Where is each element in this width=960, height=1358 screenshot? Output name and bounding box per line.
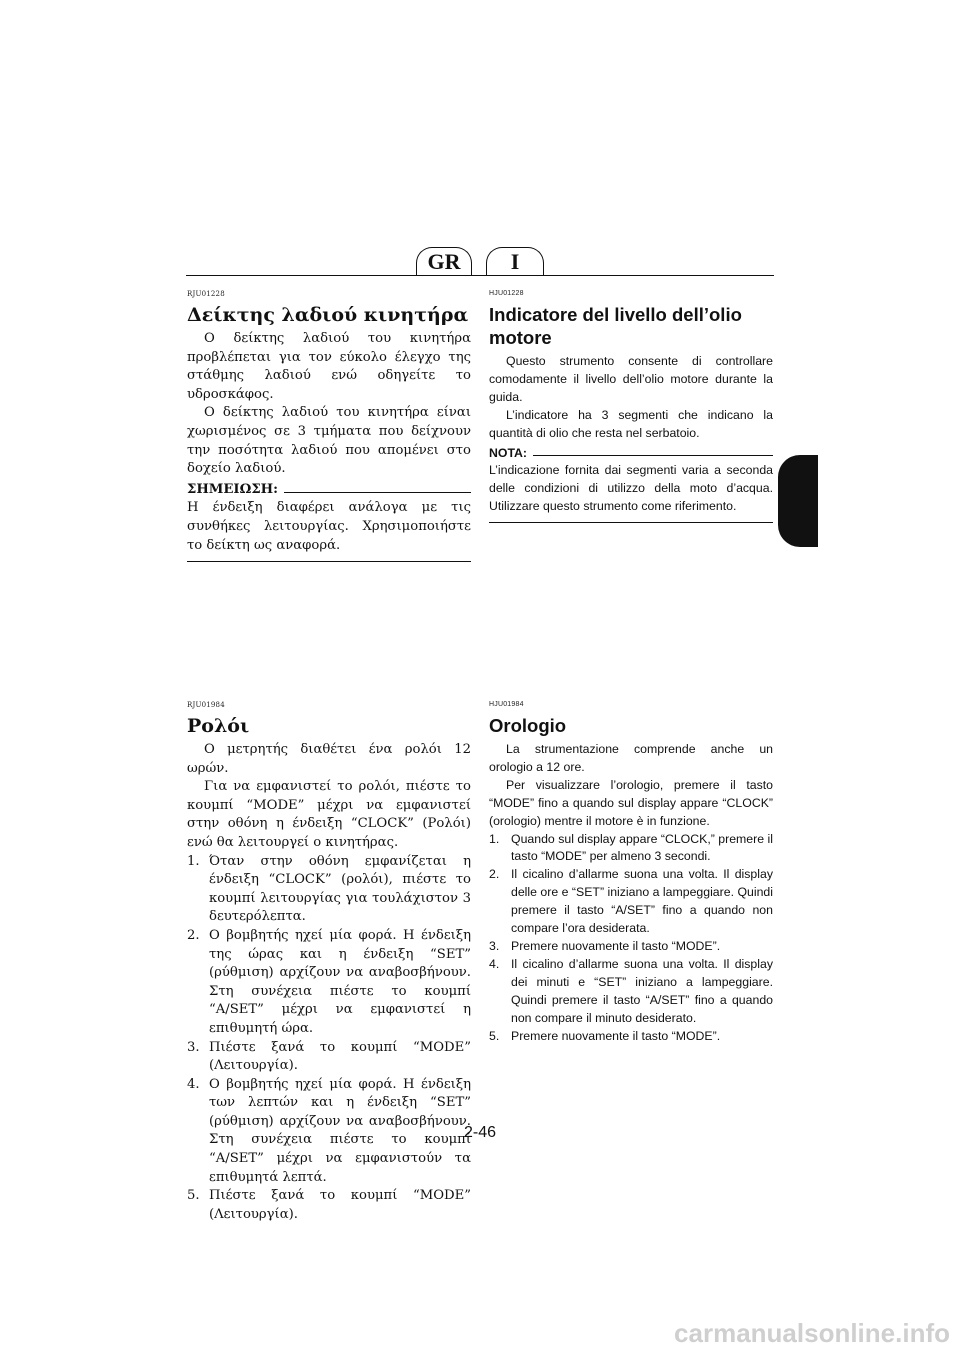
greek-oil-section [187,289,471,562]
section-title: Orologio [489,715,567,736]
italian-oil-section [489,289,773,523]
paragraph: Ο μετρητής διαθέτει ένα ρολόι 12 ωρών. [187,742,471,776]
note-text: Η ένδειξη διαφέρει ανάλογα με τις συνθήκες λειτουργίας. Χρησιμοποιήστε το δείκτη ως αναφορά. [187,500,471,553]
step-list [489,831,773,1046]
step-text: Il cicalino d’allarme suona una volta. Il display dei minuti e “SET” iniziano a lampeggiare. Quindi premere il tasto “A/SET” fino a quando non compare il minuto desiderato. [511,956,773,1025]
paragraph: La strumentazione comprende anche un orologio a 12 ore. [489,742,773,774]
step-number: 1. [187,853,200,869]
step-text: Ο βομβητής ηχεί μία φορά. Η ένδειξη της ώρας και η ένδειξη “SET” (ρύθμιση) αρχίζουν να αναβοσβήνουν. Στη συνέχεια πιέστε το κουμπί “A/SET” μέχρι να εμφανιστεί η επιθυμητή ώρα. [209,927,471,1036]
paragraph: Per visualizzare l’orologio, premere il tasto “MODE” fino a quando sul display appare “CLOCK” (orologio) mentre il motore è in funzione. [489,777,773,828]
language-header [186,244,774,278]
language-tab-italian: I [486,247,544,275]
note-text: L’indicazione fornita dai segmenti varia a seconda delle condizioni di utilizzo della moto d’acqua. Utilizzare questo strumento come riferimento. [489,463,773,514]
step-text: Πιέστε ξανά το κουμπί “MODE” (Λειτουργία). [209,1188,471,1222]
step-number: 4. [187,1076,200,1092]
list-item [489,938,773,956]
list-item [187,853,471,927]
paragraph: Για να εμφανιστεί το ρολόι, πιέστε το κουμπί “MODE” μέχρι να εμφανιστεί στην οθόνη η ένδειξη “CLOCK” (Ρολόι) ενώ θα λειτουργεί ο κινητήρας. [187,779,471,850]
step-text: Premere nuovamente il tasto “MODE”. [511,1028,721,1043]
note-rule [284,492,471,493]
paragraph: L’indicatore ha 3 segmenti che indicano la quantità di olio che resta nel serbatoio. [489,407,773,440]
italian-clock-section [489,700,773,1045]
step-number: 3. [187,1039,200,1055]
watermark: carmanualsonline.info [674,1318,950,1348]
step-list [187,853,471,1225]
step-text: Il cicalino d’allarme suona una volta. Il display delle ore e “SET” iniziano a lampeggiare. Quindi premere il tasto “A/SET” fino a quando non compare l’ora desiderata. [511,867,773,936]
step-number: 2. [489,867,500,882]
section-code: RJU01228 [187,290,225,298]
note-label: NOTA: [489,445,528,460]
section-code: HJU01228 [489,290,524,297]
note-header [187,481,471,500]
note-rule [533,455,773,456]
section-title: Indicatore del livello dell’olio motore [489,304,742,348]
step-text: Premere nuovamente il tasto “MODE”. [511,938,721,953]
greek-clock-section [187,700,471,1224]
header-rule [186,275,774,276]
section-title: Δείκτης λαδιού κινητήρα [187,304,469,326]
note-label: ΣΗΜΕΙΩΣΗ: [187,481,278,497]
paragraph: Ο δείκτης λαδιού του κινητήρα προβλέπεται για τον εύκολο έλεγχο της στάθμης λαδιού ενώ οδηγείτε το υδροσκάφος. [187,331,471,402]
language-tab-greek: GR [416,247,472,275]
list-item [489,956,773,1028]
step-text: Πιέστε ξανά το κουμπί “MODE” (Λειτουργία). [209,1039,471,1074]
step-text: Ο βομβητής ηχεί μία φορά. Η ένδειξη των λεπτών και η ένδειξη “SET” (ρύθμιση) αρχίζουν να αναβοσβήνουν. Στη συνέχεια πιέστε το κουμπί “A/SET” μέχρι να εμφανιστούν τα επιθυμητά λεπτά. [209,1076,471,1185]
section-title: Ρολόι [187,715,250,737]
paragraph: Questo strumento consente di controllare comodamente il livello dell’olio motore durante la guida. [489,354,773,404]
list-item [187,1187,471,1224]
step-number: 5. [489,1028,500,1043]
step-text: Όταν στην οθόνη εμφανίζεται η ένδειξη “CLOCK” (ρολόι), πιέστε το κουμπί λειτουργίας για τουλάχιστον 3 δευτερόλεπτα. [209,853,471,925]
note-body [187,499,471,562]
note-header [489,445,773,463]
section-code: HJU01984 [489,701,524,708]
list-item [187,1039,471,1076]
step-number: 3. [489,938,500,953]
list-item [187,927,471,1039]
step-number: 5. [187,1188,200,1204]
list-item [489,866,773,938]
list-item [489,831,773,867]
paragraph: Ο δείκτης λαδιού του κινητήρα είναι χωρισμένος σε 3 τμήματα που δείχνουν την ποσότητα λαδιού που απομένει στο δοχείο λαδιού. [187,405,471,477]
note-body [489,462,773,523]
list-item [489,1028,773,1046]
page-number: 2-46 [463,1124,497,1141]
step-number: 1. [489,831,500,846]
step-number: 2. [187,927,200,943]
section-code: RJU01984 [187,701,225,709]
section-thumb-tab [778,455,818,547]
step-number: 4. [489,956,500,971]
step-text: Quando sul display appare “CLOCK,” premere il tasto “MODE” per almeno 3 secondi. [511,831,773,864]
